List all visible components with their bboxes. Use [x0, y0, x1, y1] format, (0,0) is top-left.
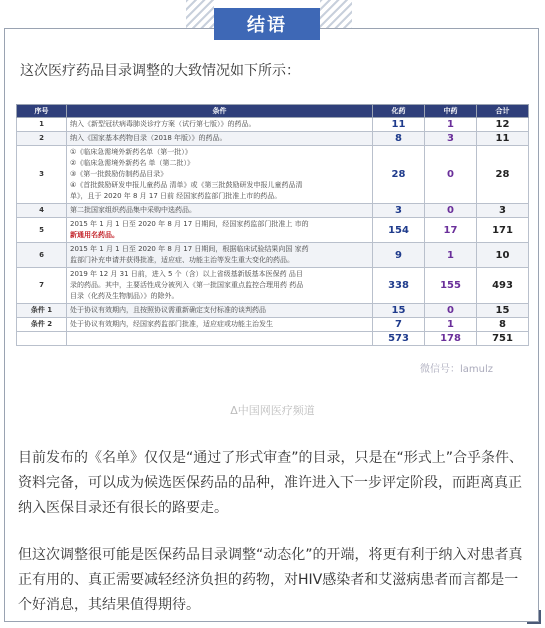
- row-condition: [67, 204, 373, 218]
- table-header-row: [17, 105, 529, 118]
- drug-catalog-table: [16, 104, 529, 346]
- condition-line: 目录（化药及生物制品）》的除外。: [70, 292, 179, 300]
- condition-line: 2019 年 12 月 31 日前，进入 5 个（含）以上省级基新版基本医保药 品目: [70, 270, 303, 278]
- row-total-count: 15: [477, 304, 529, 318]
- table-row: [17, 146, 529, 204]
- row-tcm-count: 0: [425, 204, 477, 218]
- row-condition: [67, 146, 373, 204]
- table-row: [17, 268, 529, 304]
- row-total-count: 171: [477, 218, 529, 243]
- hatch-decoration-right: [320, 0, 352, 28]
- condition-line: ②《临床急需境外新药名 单（第二批）》: [70, 159, 194, 167]
- condition-line: 单》，且于 2020 年 8 月 17 日前 经国家药监部门批准上市的药品。: [70, 192, 282, 200]
- condition-line: 录的药品。其中，主要活性成分被列入《第一批国家重点监控合理用药 药品: [70, 281, 304, 289]
- totals-blank: [17, 332, 67, 346]
- table-row: [17, 304, 529, 318]
- row-total-count: 11: [477, 132, 529, 146]
- wechat-watermark: 微信号：lamulz: [420, 364, 494, 375]
- total-tcm: 178: [425, 332, 477, 346]
- condition-line: ①《临床急需境外新药名单（第一批）》: [70, 148, 192, 156]
- row-total-count: 8: [477, 318, 529, 332]
- header-condition: 条件: [67, 105, 373, 118]
- intro-text: 这次医疗药品目录调整的大致情况如下所示：: [20, 63, 300, 79]
- paragraph-2: 但这次调整很可能是医保药品目录调整“动态化”的开端，将更有利于纳入对患者真正有用的、真正需要减轻经济负担的药物，对HIV感染者和艾滋病患者而言都是一个好消息，其结果值得期待。: [18, 547, 523, 613]
- condition-line: 处于协议有效期内，经国家药监部门批准，适应症或功能主治发生: [70, 320, 273, 328]
- row-tcm-count: 0: [425, 146, 477, 204]
- condition-highlight: 新通用名药品。: [70, 231, 119, 239]
- row-chem-count: 7: [373, 318, 425, 332]
- row-tcm-count: 155: [425, 268, 477, 304]
- condition-line: 2015 年 1 月 1 日至 2020 年 8 月 17 日期间，根据临床试验结果向国 家药: [70, 245, 309, 253]
- row-total-count: 493: [477, 268, 529, 304]
- total-chem: 573: [373, 332, 425, 346]
- table-row: [17, 204, 529, 218]
- table-row: [17, 132, 529, 146]
- row-condition: [67, 132, 373, 146]
- row-number: 4: [17, 204, 67, 218]
- row-number: 5: [17, 218, 67, 243]
- table-row: [17, 118, 529, 132]
- row-chem-count: 11: [373, 118, 425, 132]
- header-tcm: 中药: [425, 105, 477, 118]
- condition-line: ③《第一批鼓励仿制药品目录》: [70, 170, 168, 178]
- row-chem-count: 154: [373, 218, 425, 243]
- row-chem-count: 15: [373, 304, 425, 318]
- condition-line: 纳入《新型冠状病毒肺炎诊疗方案（试行第七版）》的药品。: [70, 120, 256, 128]
- frame-corner-decoration: [527, 610, 541, 624]
- row-tcm-count: 3: [425, 132, 477, 146]
- row-condition: [67, 218, 373, 243]
- row-number: 3: [17, 146, 67, 204]
- grand-total: 751: [477, 332, 529, 346]
- row-chem-count: 9: [373, 243, 425, 268]
- condition-line: 第二批国家组织药品集中采购中选药品。: [70, 206, 196, 214]
- row-number: 2: [17, 132, 67, 146]
- row-tcm-count: 17: [425, 218, 477, 243]
- row-chem-count: 8: [373, 132, 425, 146]
- row-tcm-count: 1: [425, 318, 477, 332]
- header-total: 合计: [477, 105, 529, 118]
- row-condition: [67, 268, 373, 304]
- row-number: 6: [17, 243, 67, 268]
- row-number: 1: [17, 118, 67, 132]
- row-chem-count: 3: [373, 204, 425, 218]
- condition-line: 监部门补充申请并获得批准，适应症、功能主治等发生重大变化的药品。: [70, 256, 294, 264]
- condition-line: 处于协议有效期内，且按照协议需重新确定支付标准的谈判药品: [70, 306, 266, 314]
- condition-line: 2015 年 1 月 1 日至 2020 年 8 月 17 日期间，经国家药监部门批准上 市的: [70, 220, 309, 228]
- totals-blank-condition: [67, 332, 373, 346]
- paragraph-1: 目前发布的《名单》仅仅是“通过了形式审查”的目录，只是在“形式上”合乎条件、资料完备，可以成为候选医保药品的品种，准许进入下一步评定阶段，而距离真正纳入医保目录还有很长的路要走。: [18, 450, 524, 516]
- row-tcm-count: 1: [425, 243, 477, 268]
- row-tcm-count: 1: [425, 118, 477, 132]
- row-total-count: 10: [477, 243, 529, 268]
- section-title: 结语: [214, 8, 320, 40]
- row-chem-count: 28: [373, 146, 425, 204]
- row-chem-count: 338: [373, 268, 425, 304]
- row-number: 7: [17, 268, 67, 304]
- row-condition: [67, 118, 373, 132]
- row-total-count: 3: [477, 204, 529, 218]
- image-source-caption: Δ中国网医疗频道: [230, 404, 315, 417]
- table-row: [17, 243, 529, 268]
- table-row: [17, 318, 529, 332]
- row-number: 条件 1: [17, 304, 67, 318]
- table-row: [17, 218, 529, 243]
- row-total-count: 28: [477, 146, 529, 204]
- totals-row: [17, 332, 529, 346]
- header-chem: 化药: [373, 105, 425, 118]
- condition-line: 纳入《国家基本药物目录（2018 年版）》的药品。: [70, 134, 227, 142]
- row-tcm-count: 0: [425, 304, 477, 318]
- header-no: 序号: [17, 105, 67, 118]
- row-condition: [67, 304, 373, 318]
- row-number: 条件 2: [17, 318, 67, 332]
- row-total-count: 12: [477, 118, 529, 132]
- row-condition: [67, 318, 373, 332]
- hatch-decoration-left: [186, 0, 214, 28]
- row-condition: [67, 243, 373, 268]
- condition-line: ④《首批鼓励研发申报儿童药品 清单》或《第三批鼓励研发申报儿童药品清: [70, 181, 303, 189]
